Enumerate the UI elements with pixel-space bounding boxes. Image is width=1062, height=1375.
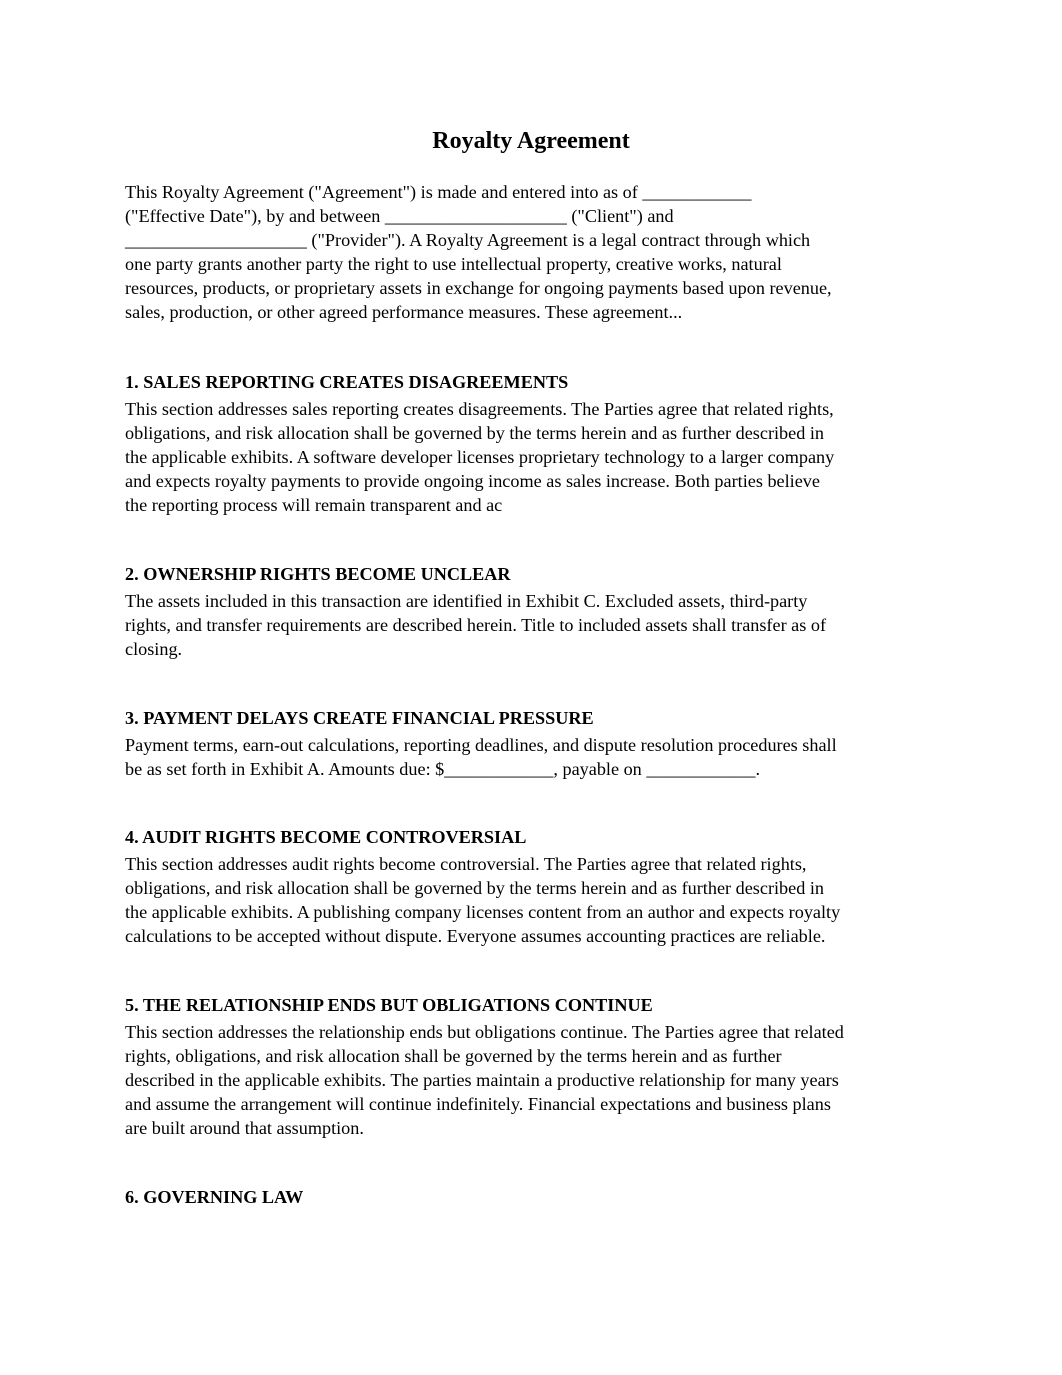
intro-line: This Royalty Agreement ("Agreement") is made and entered into as of ____________ (125, 182, 752, 202)
body-line: and expects royalty payments to provide ongoing income as sales increase. Both parties believe (125, 471, 820, 491)
section-body-2 (125, 589, 938, 661)
body-line: described in the applicable exhibits. The parties maintain a productive relationship for many years (125, 1070, 839, 1090)
intro-line: ____________________ ("Provider"). A Royalty Agreement is a legal contract through which (125, 230, 811, 250)
body-line: rights, and transfer requirements are described herein. Title to included assets shall transfer as of (125, 615, 827, 635)
body-line: Payment terms, earn-out calculations, reporting deadlines, and dispute resolution procedures shall (125, 735, 837, 755)
intro-line: resources, products, or proprietary assets in exchange for ongoing payments based upon revenue, (125, 278, 832, 298)
section-body-1 (125, 397, 938, 517)
section-body-5 (125, 1020, 938, 1140)
section-heading-6: 6. GOVERNING LAW (125, 1187, 304, 1207)
body-line: This section addresses sales reporting creates disagreements. The Parties agree that related rights, (125, 399, 834, 419)
body-line: are built around that assumption. (125, 1118, 364, 1138)
body-line: the applicable exhibits. A publishing company licenses content from an author and expects royalty (125, 902, 841, 922)
body-line: the applicable exhibits. A software developer licenses proprietary technology to a larger company (125, 447, 835, 467)
section-body-3 (125, 733, 938, 781)
section-heading-2: 2. OWNERSHIP RIGHTS BECOME UNCLEAR (125, 564, 511, 584)
body-line: This section addresses the relationship ends but obligations continue. The Parties agree that related (125, 1022, 844, 1042)
body-line: This section addresses audit rights become controversial. The Parties agree that related rights, (125, 854, 807, 874)
body-line: be as set forth in Exhibit A. Amounts due: $____________, payable on ____________. (125, 759, 760, 779)
intro-line: ("Effective Date"), by and between ____________________ ("Client") and (125, 206, 674, 226)
body-line: rights, obligations, and risk allocation shall be governed by the terms herein and as further (125, 1046, 782, 1066)
section-heading-3: 3. PAYMENT DELAYS CREATE FINANCIAL PRESSURE (125, 708, 594, 728)
intro-line: one party grants another party the right to use intellectual property, creative works, natural (125, 254, 782, 274)
body-line: and assume the arrangement will continue indefinitely. Financial expectations and business plans (125, 1094, 831, 1114)
body-line: obligations, and risk allocation shall be governed by the terms herein and as further described in (125, 423, 825, 443)
body-line: The assets included in this transaction are identified in Exhibit C. Excluded assets, third-party (125, 591, 808, 611)
section-heading-1: 1. SALES REPORTING CREATES DISAGREEMENTS (125, 372, 569, 392)
section-body-4 (125, 852, 938, 948)
document-title: Royalty Agreement (432, 128, 630, 154)
section-heading-5: 5. THE RELATIONSHIP ENDS BUT OBLIGATIONS CONTINUE (125, 995, 653, 1015)
intro-line: sales, production, or other agreed performance measures. These agreement... (125, 302, 683, 322)
body-line: calculations to be accepted without dispute. Everyone assumes accounting practices are reliable. (125, 926, 826, 946)
body-line: closing. (125, 639, 183, 659)
section-heading-4: 4. AUDIT RIGHTS BECOME CONTROVERSIAL (125, 827, 527, 847)
body-line: the reporting process will remain transparent and ac (125, 495, 503, 515)
body-line: obligations, and risk allocation shall be governed by the terms herein and as further described in (125, 878, 825, 898)
intro-paragraph (125, 180, 938, 324)
